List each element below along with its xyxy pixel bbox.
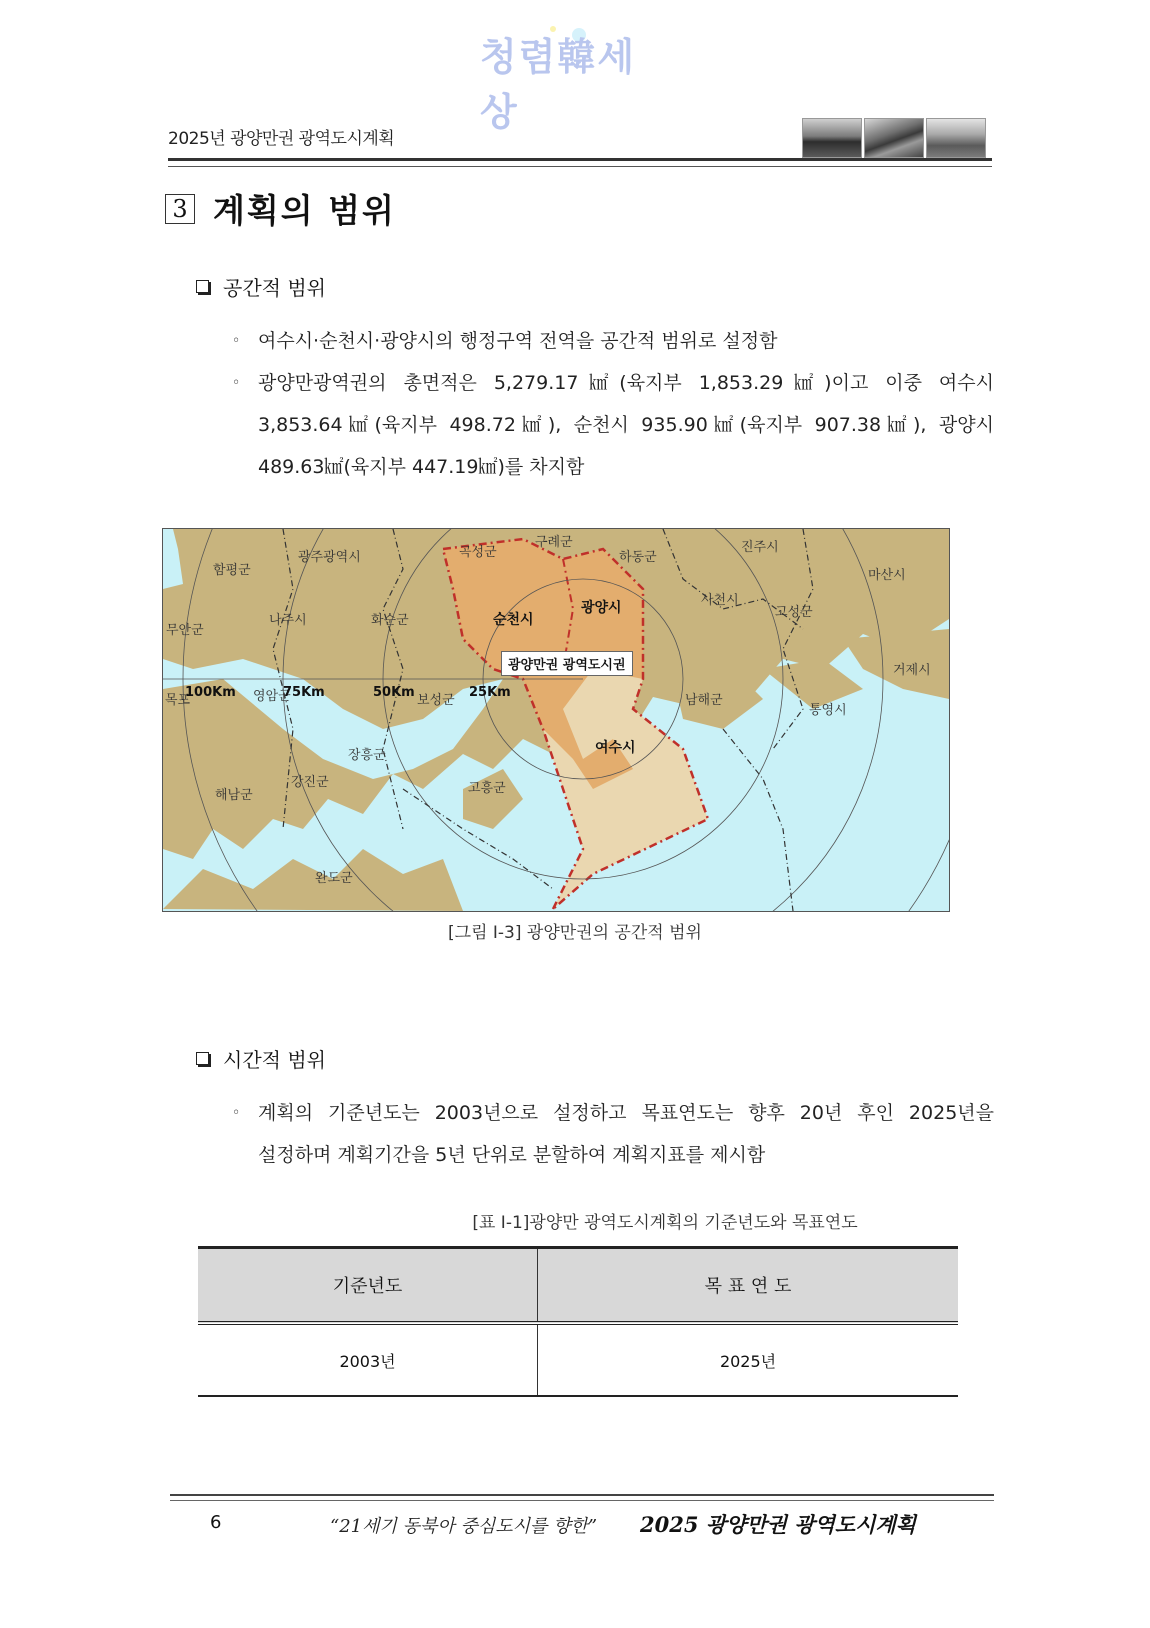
map-label: 완도군 [315,871,353,886]
map-label: 함평군 [213,563,251,578]
map-label: 무안군 [166,623,204,638]
logo [480,20,670,134]
circle-bullet-icon: ◦ [232,375,241,391]
map-label: 마산시 [868,568,906,583]
regional-map [162,528,950,912]
map-label: 나주시 [269,613,307,628]
map-label: 거제시 [893,663,931,678]
table-header-row [198,1248,958,1324]
map-label: 영암군 [253,689,291,704]
years-table [198,1246,958,1397]
map-label: 고성군 [775,605,813,620]
map-label: 남해군 [685,693,723,708]
subheading-text: 공간적 범위 [223,276,326,300]
distance-ring-label: 50Km [373,685,415,700]
map-label: 사천시 [701,593,739,608]
table-caption: [표 Ⅰ-1]광양만 광역도시계획의 기준년도와 목표연도 [472,1213,858,1233]
logo-text: 청렴韓세상 [480,35,637,134]
subheading-temporal [196,1044,326,1073]
subheading-text: 시간적 범위 [223,1048,326,1072]
table-header-cell: 기준년도 [198,1248,538,1324]
map-label: 통영시 [809,703,847,718]
map-city-label-suncheon: 순천시 [493,612,534,628]
table-cell: 2025년 [538,1323,958,1396]
bullet-text-line: 계획의 기준년도는 2003년으로 설정하고 목표연도는 향후 20년 후인 2025년을 [258,1102,994,1124]
table-cell: 2003년 [198,1323,538,1396]
map-label: 하동군 [619,550,657,565]
page-number: 6 [210,1512,222,1533]
footer-quote: “21세기 동북아 중심도시를 향한” [330,1516,598,1537]
section-heading [165,185,396,232]
bullet-text: 여수시·순천시·광양시의 행정구역 전역을 공간적 범위로 설정함 [258,330,778,352]
circle-bullet-icon: ◦ [232,1105,241,1121]
map-label: 보성군 [417,693,455,708]
bullet-text-line: 489.63㎢(육지부 447.19㎢)를 차지함 [258,456,585,478]
bullet-text-line: 3,853.64㎢(육지부 498.72㎢), 순천시 935.90㎢(육지부 907.38㎢), 광양시 [258,414,994,436]
spatial-bullets [232,320,994,488]
distance-ring-label: 25Km [469,685,511,700]
checkbox-square-icon [196,1052,209,1065]
map-label: 고흥군 [468,781,506,796]
figure-caption: [그림 Ⅰ-3] 광양만권의 공간적 범위 [448,923,702,943]
table-row [198,1323,958,1396]
section-title: 계획의 범위 [213,191,396,230]
table-header-cell: 목 표 연 도 [538,1248,958,1324]
map-graphic [163,529,949,911]
distance-ring-label: 100Km [185,685,236,700]
river-road-photo [864,118,924,158]
running-header-title: 2025년 광양만권 광역도시계획 [168,129,395,149]
coastal-landscape-photo [802,118,862,158]
temporal-bullets [232,1092,994,1176]
bullet-item [232,362,994,488]
bullet-item [232,1092,994,1176]
map-city-label-yeosu: 여수시 [595,740,636,756]
map-city-label-gwangyang: 광양시 [581,600,622,616]
subheading-spatial [196,272,326,301]
map-label: 강진군 [291,775,329,790]
bullet-item [232,320,994,362]
header-divider [168,158,992,167]
harbor-photo [926,118,986,158]
map-label: 장흥군 [348,748,386,763]
checkbox-square-icon [196,280,209,293]
section-number: 3 [165,194,195,224]
footer-title: 2025 광양만권 광역도시계획 [640,1512,916,1537]
bullet-text-line: 설정하며 계획기간을 5년 단위로 분할하여 계획지표를 제시함 [258,1144,766,1166]
header-photo-strip [802,118,986,158]
map-label: 진주시 [741,540,779,555]
footer-divider [170,1494,994,1501]
map-label: 화순군 [371,613,409,628]
map-label: 곡성군 [459,545,497,560]
map-region-label: 광양만권 광역도시권 [501,651,633,676]
map-label: 광주광역시 [298,550,361,565]
map-label: 해남군 [215,788,253,803]
distance-ring-label: 75Km [283,685,325,700]
circle-bullet-icon: ◦ [232,333,241,349]
bullet-text-line: 광양만광역권의 총면적은 5,279.17㎢(육지부 1,853.29㎢)이고 이중 여수시 [258,372,994,394]
map-label: 목포 [165,693,191,708]
map-label: 구례군 [535,535,573,550]
